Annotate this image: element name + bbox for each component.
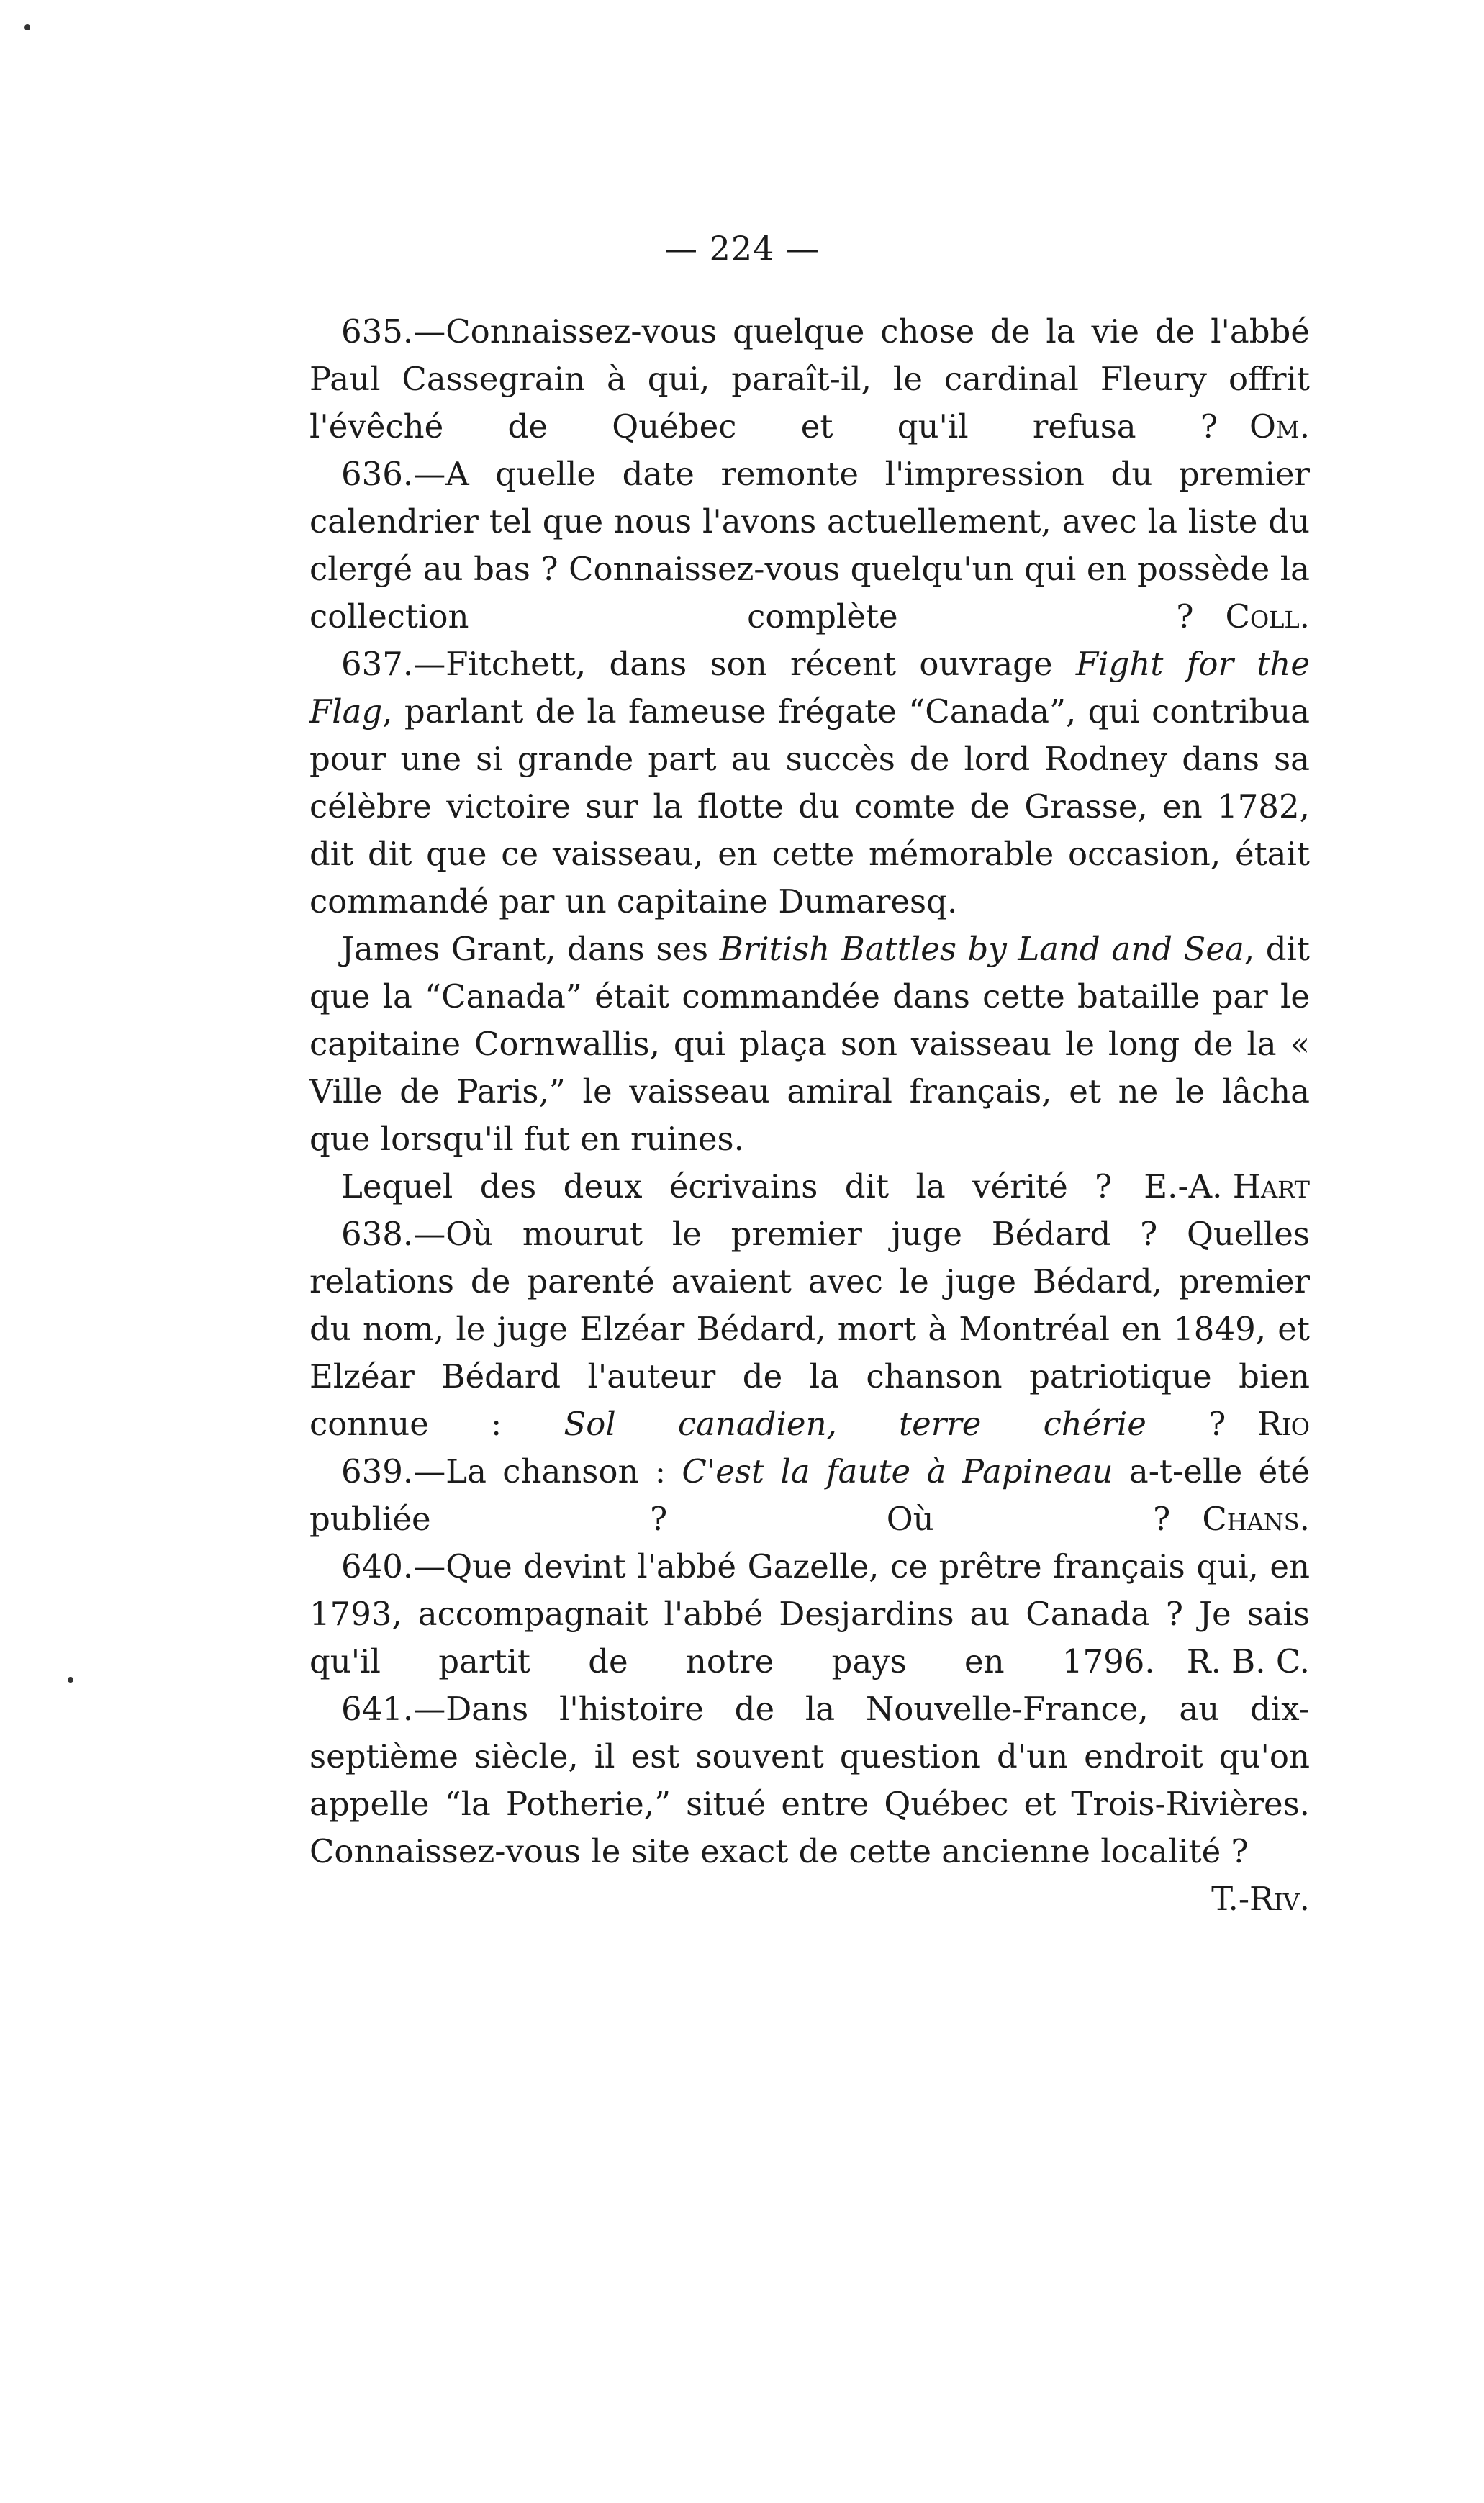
entry-640-signature: R. B. C. bbox=[1186, 1642, 1310, 1680]
entry-637-text-d: , dit que la “Canada” était commandée dans cette bataille par le capitaine Cornwallis, qui plaça son vaisseau le long de la « Ville de Paris,” le vaisseau amiral français, et ne le lâcha que lorsqu'il fut en ruines. bbox=[309, 930, 1311, 1158]
entry-638-text: 638.—Où mourut le premier juge Bédard ? Quelles relations de parenté avaient avec le juge Bédard, premier du nom, le juge Elzéar Bédard, mort à Montréal en 1849, et Elzéar Bédard l'auteur de la chanson patriotique bien connue : bbox=[309, 1215, 1310, 1443]
entry-637-text-c: James Grant, dans ses bbox=[341, 930, 720, 968]
entry-639-text-b: a-t-elle été publiée ? Où ? bbox=[309, 1452, 1311, 1538]
entry-637-text-a: 637.—Fitchett, dans son récent ouvrage bbox=[341, 645, 1076, 683]
entry-638-signature: Rio bbox=[1257, 1405, 1310, 1443]
entry-641-signature: T.-Riv. bbox=[1211, 1880, 1310, 1918]
entry-638-question-mark: ? bbox=[1146, 1405, 1226, 1443]
entry-637-question: Lequel des deux écrivains dit la vérité ? bbox=[341, 1167, 1113, 1205]
page-body bbox=[309, 308, 1310, 1923]
entry-637-paragraph-2 bbox=[309, 925, 1310, 1163]
entry-637-paragraph-1 bbox=[309, 641, 1310, 925]
entry-639-text-a: 639.—La chanson : bbox=[341, 1452, 682, 1490]
entry-637-paragraph-3 bbox=[309, 1163, 1310, 1210]
entry-635-signature: Om. bbox=[1249, 407, 1310, 445]
entry-637-signature: E.-A. Hart bbox=[1144, 1167, 1310, 1205]
margin-speck bbox=[24, 24, 30, 30]
entry-640-text: 640.—Que devint l'abbé Gazelle, ce prêtre français qui, en 1793, accompagnait l'abbé Desjardins au Canada ? Je sais qu'il partit de notre pays en 1796. bbox=[309, 1547, 1310, 1680]
margin-speck bbox=[68, 1677, 73, 1683]
entry-638-song-title: Sol canadien, terre chérie bbox=[564, 1405, 1146, 1443]
page-number: — 224 — bbox=[664, 229, 820, 268]
entry-639-signature: Chans. bbox=[1202, 1500, 1310, 1538]
entry-635 bbox=[309, 308, 1310, 451]
entry-641-text: 641.—Dans l'histoire de la Nouvelle-France, au dix-septième siècle, il est souvent question d'un endroit qu'on appelle “la Potherie,” situé entre Québec et Trois-Rivières. Connaissez-vous le site exact de cette ancienne localité ? bbox=[309, 1690, 1310, 1870]
entry-638 bbox=[309, 1210, 1310, 1448]
entry-637-title-2: British Battles by Land and Sea bbox=[719, 930, 1244, 968]
entry-639 bbox=[309, 1448, 1310, 1543]
entry-639-song-title: C'est la faute à Papineau bbox=[682, 1452, 1113, 1490]
entry-635-text: 635.—Connaissez-vous quelque chose de la vie de l'abbé Paul Cassegrain à qui, paraît-il, le cardinal Fleury offrit l'évêché de Québec et qu'il refusa ? bbox=[309, 312, 1310, 445]
entry-636-text: 636.—A quelle date remonte l'impression du premier calendrier tel que nous l'avons actuellement, avec la liste du clergé au bas ? Connaissez-vous quelqu'un qui en possède la collection complète ? bbox=[309, 455, 1310, 635]
entry-641 bbox=[309, 1685, 1310, 1875]
entry-640 bbox=[309, 1543, 1310, 1685]
entry-636-signature: Coll. bbox=[1225, 597, 1310, 635]
entry-636 bbox=[309, 451, 1310, 641]
entry-637-title-1: Fight for the Flag bbox=[309, 645, 1310, 730]
entry-637-text-b: , parlant de la fameuse frégate “Canada”, qui contribua pour une si grande part au succès de lord Rodney dans sa célèbre victoire sur la flotte du comte de Grasse, en 1782, dit dit que ce vaisseau, en cette mémorable occasion, était commandé par un capitaine Dumaresq. bbox=[309, 692, 1310, 920]
